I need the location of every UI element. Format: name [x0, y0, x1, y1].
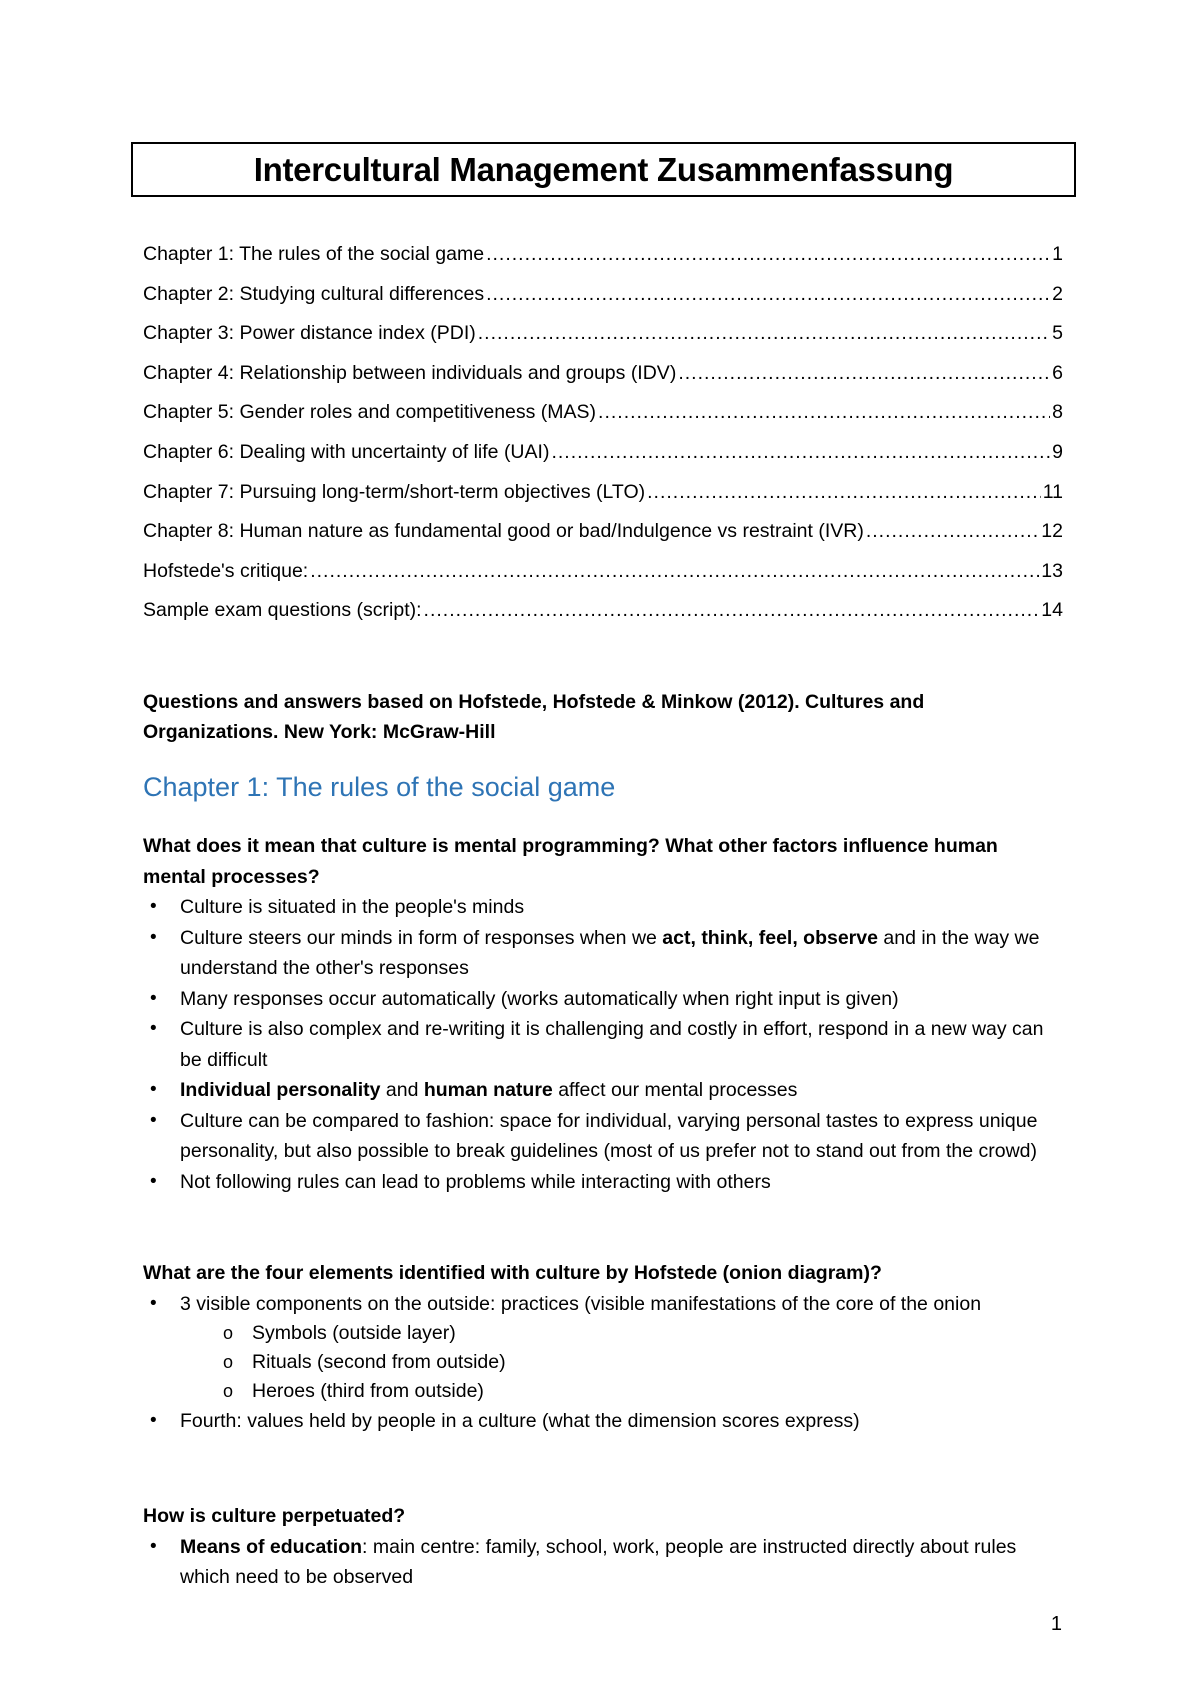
toc-page-number: 13	[1041, 559, 1063, 582]
sub-list-item: o Rituals (second from outside)	[180, 1348, 1063, 1377]
toc-entry-text: Chapter 2: Studying cultural differences	[143, 282, 485, 305]
toc-page-number: 12	[1041, 520, 1063, 543]
toc-entry[interactable]	[143, 401, 1063, 441]
toc-leader	[310, 560, 1039, 583]
toc-page-number: 11	[1042, 480, 1063, 503]
list-item-text: and in the way we understand the other's responses	[180, 926, 1040, 979]
toc-entry[interactable]	[143, 283, 1063, 323]
document-title: Intercultural Management Zusammenfassung	[253, 150, 954, 188]
list-item-bold-text: act, think, feel, observe	[662, 926, 878, 949]
toc-entry[interactable]	[143, 441, 1063, 481]
list-item	[143, 1406, 1063, 1437]
toc-leader	[598, 401, 1050, 424]
toc-leader	[478, 322, 1050, 345]
list-item-bold-text: Means of education	[180, 1535, 363, 1558]
list-item-text: Fourth: values held by people in a culture (what the dimension scores express)	[180, 1410, 860, 1432]
toc-entry-text: Chapter 7: Pursuing long-term/short-term objectives (LTO)	[143, 480, 646, 503]
toc-leader	[551, 441, 1050, 464]
question-block-mental-programming	[143, 831, 1063, 1197]
list-item-text: Culture is also complex and re-writing it is challenging and costly in effort, respond in a new way can be difficult	[180, 1018, 1044, 1071]
list-item-text: Culture steers our minds in form of responses when we	[180, 926, 663, 949]
list-item-bold-text: Individual personality	[180, 1079, 381, 1101]
toc-entry-text: Sample exam questions (script):	[143, 599, 422, 622]
list-item-text: Culture can be compared to fashion: space for individual, varying personal tastes to express unique personality, but also possible to break guidelines (most of us prefer not to stand out from the crowd)	[180, 1109, 1038, 1162]
table-of-contents	[143, 243, 1063, 639]
toc-leader	[678, 362, 1050, 385]
toc-entry[interactable]	[143, 362, 1063, 402]
toc-leader	[486, 243, 1050, 266]
bullet-list	[143, 892, 1063, 1197]
list-item	[143, 984, 1063, 1015]
toc-leader	[424, 599, 1040, 622]
chapter-heading: Chapter 1: The rules of the social game	[143, 772, 616, 802]
list-item	[143, 1532, 1063, 1593]
list-item	[143, 892, 1063, 923]
toc-entry-text: Chapter 4: Relationship between individuals and groups (IDV)	[143, 361, 677, 384]
toc-entry-text: Chapter 5: Gender roles and competitiveness (MAS)	[143, 401, 597, 424]
list-item	[143, 923, 1063, 984]
page-number: 1	[1050, 1613, 1062, 1635]
list-item-text: Not following rules can lead to problems while interacting with others	[180, 1170, 771, 1193]
list-item-text: affect our mental processes	[552, 1079, 798, 1101]
title-box	[131, 142, 1076, 197]
toc-page-number: 14	[1041, 599, 1063, 622]
toc-leader	[866, 520, 1039, 543]
list-item-text: 3 visible components on the outside: practices (visible manifestations of the core of the onion	[180, 1292, 982, 1315]
question-text: How is culture perpetuated?	[143, 1505, 406, 1527]
list-item	[143, 1167, 1063, 1198]
list-item	[143, 1106, 1063, 1167]
sub-list-item: o Symbols (outside layer)	[180, 1319, 1063, 1348]
reference-note: Questions and answers based on Hofstede, Hofstede & Minkow (2012). Cultures and Organizations. New York: McGraw-Hill	[143, 691, 925, 743]
toc-entry[interactable]	[143, 322, 1063, 362]
bullet-list	[143, 1289, 1063, 1437]
toc-page-number: 2	[1052, 282, 1063, 305]
list-item-bold-text: human nature	[423, 1079, 553, 1101]
list-item-text: Culture is situated in the people's minds	[180, 896, 525, 918]
list-item	[143, 1289, 1063, 1407]
question-text: What does it mean that culture is mental programming? What other factors influence human mental processes?	[143, 835, 998, 888]
toc-entry-text: Chapter 3: Power distance index (PDI)	[143, 322, 476, 345]
list-item-text: and	[380, 1079, 424, 1101]
question-text: What are the four elements identified with culture by Hofstede (onion diagram)?	[143, 1262, 882, 1284]
list-item-text: : main centre: family, school, work, people are instructed directly about rules which need to be observed	[180, 1535, 1017, 1588]
toc-entry-text: Hofstede's critique:	[143, 559, 309, 582]
toc-entry-text: Chapter 8: Human nature as fundamental good or bad/Indulgence vs restraint (IVR)	[143, 520, 864, 543]
question-block-perpetuation	[143, 1501, 1063, 1593]
toc-entry[interactable]	[143, 481, 1063, 521]
toc-page-number: 9	[1052, 440, 1063, 463]
sub-list	[180, 1319, 1063, 1406]
list-item-text: Many responses occur automatically (works automatically when right input is given)	[180, 987, 899, 1010]
question-block-onion-diagram	[143, 1258, 1063, 1437]
toc-entry-text: Chapter 6: Dealing with uncertainty of life (UAI)	[143, 440, 550, 463]
sub-list-item: o Heroes (third from outside)	[180, 1377, 1063, 1406]
toc-page-number: 6	[1052, 361, 1063, 384]
toc-entry[interactable]	[143, 599, 1063, 639]
toc-page-number: 5	[1052, 322, 1063, 345]
toc-entry-text: Chapter 1: The rules of the social game	[143, 243, 485, 265]
toc-entry[interactable]	[143, 243, 1063, 283]
bullet-list	[143, 1532, 1063, 1593]
toc-leader	[486, 283, 1050, 306]
toc-page-number: 8	[1052, 401, 1063, 424]
list-item	[143, 1075, 1063, 1106]
toc-entry[interactable]	[143, 520, 1063, 560]
toc-entry[interactable]	[143, 560, 1063, 600]
toc-leader	[647, 481, 1041, 504]
list-item	[143, 1014, 1063, 1075]
toc-page-number: 1	[1052, 243, 1063, 265]
